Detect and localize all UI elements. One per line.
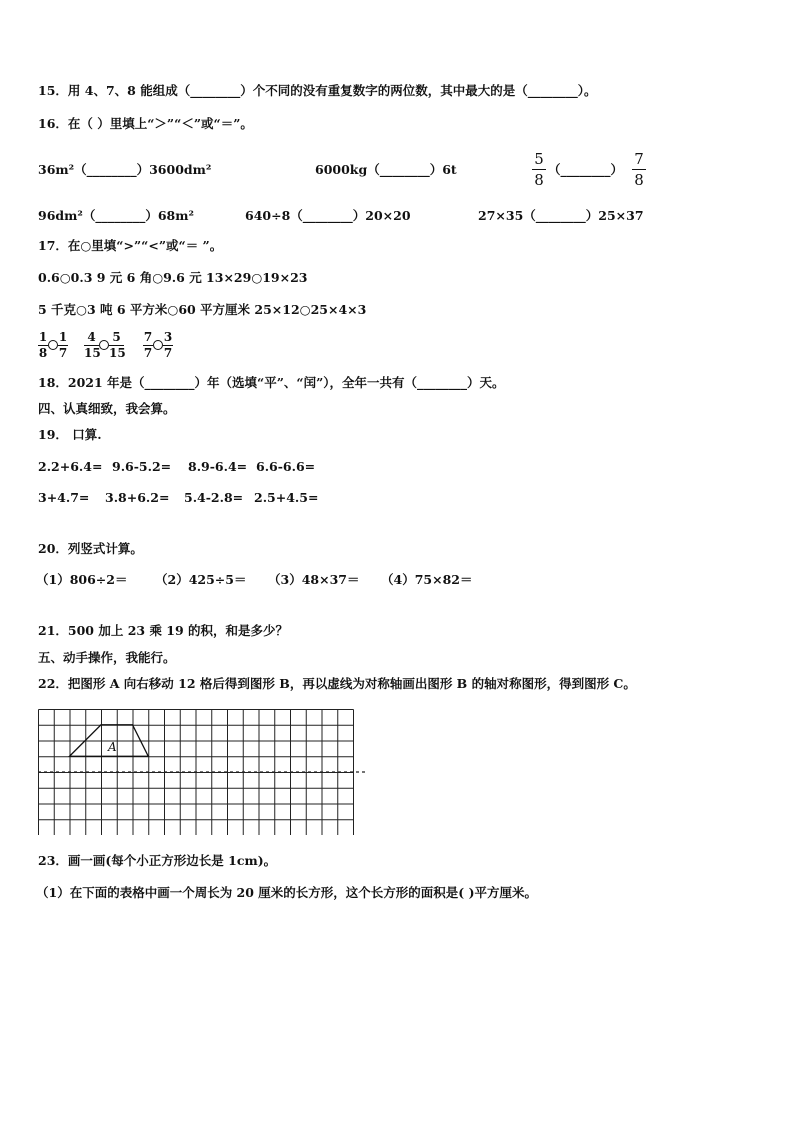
numerator: 7	[143, 330, 153, 344]
q16-fraction-right	[632, 150, 646, 189]
denominator: 8	[634, 171, 644, 189]
q16-item-2: 6000kg（________）6t	[315, 162, 457, 177]
q16-fraction-left	[532, 150, 546, 189]
question-23: 23．画一画(每个小正方形边长是 1cm)。	[38, 853, 277, 868]
numerator: 1	[38, 330, 48, 344]
q19-r1-c2: 9.6-5.2=	[112, 459, 172, 474]
denominator: 8	[534, 171, 544, 189]
shape-a-label: A	[108, 740, 117, 754]
question-21: 21．500 加上 23 乘 19 的积，和是多少？	[38, 623, 289, 638]
numerator: 1	[58, 330, 68, 344]
q17-frac-a1	[38, 331, 48, 360]
q17-row-2: 5 千克○3 吨 6 平方米○60 平方厘米 25×12○25×4×3	[38, 302, 367, 317]
q16-item-4: 96dm²（________）68m²	[38, 208, 194, 223]
denominator: 7	[163, 346, 173, 360]
q19-r2-c4: 2.5+4.5=	[254, 490, 319, 505]
q20-item-1: （1）806÷2＝	[36, 572, 128, 587]
compare-circle[interactable]	[48, 340, 58, 350]
q16-item-5: 640÷8（________）20×20	[245, 208, 411, 223]
question-15: 15．用 4、7、8 能组成（________）个不同的没有重复数字的两位数，其中最大的是（________）。	[38, 83, 597, 98]
question-20-title: 20．列竖式计算。	[38, 541, 143, 556]
q17-frac-b2	[109, 331, 124, 360]
numerator: 7	[634, 150, 644, 168]
question-19-title: 19． 口算.	[38, 427, 102, 442]
q16-item-3-blank: （________）	[548, 162, 624, 177]
denominator: 8	[38, 346, 48, 360]
question-17-title: 17．在○里填“>”“<”或“＝ ”。	[38, 238, 223, 253]
q16-item-6: 27×35（________）25×37	[478, 208, 644, 223]
numerator: 5	[112, 330, 121, 344]
numerator: 4	[87, 330, 96, 344]
question-23-part-1: （1）在下面的表格中画一个周长为 20 厘米的长方形，这个长方形的面积是( )平方厘米。	[36, 885, 537, 900]
q19-r1-c3: 8.9-6.4=	[188, 459, 248, 474]
q17-frac-c1	[143, 331, 153, 360]
q19-r1-c1: 2.2+6.4=	[38, 459, 103, 474]
q19-r2-c1: 3+4.7=	[38, 490, 90, 505]
q17-row-1: 0.6○0.3 9 元 6 角○9.6 元 13×29○19×23	[38, 270, 308, 285]
denominator: 7	[143, 346, 153, 360]
compare-circle[interactable]	[153, 340, 163, 350]
numerator: 3	[163, 330, 173, 344]
denominator: 15	[84, 346, 101, 360]
q17-frac-b1	[84, 331, 99, 360]
q19-r1-c4: 6.6-6.6=	[256, 459, 316, 474]
question-18: 18．2021 年是（________）年（选填“平”、“闰”），全年一共有（________）天。	[38, 375, 505, 390]
question-22: 22．把图形 A 向右移动 12 格后得到图形 B，再以虚线为对称轴画出图形 B 的轴对称图形，得到图形 C。	[38, 676, 636, 691]
compare-circle[interactable]	[99, 340, 109, 350]
q16-item-1: 36m²（________）3600dm²	[38, 162, 212, 177]
q19-r2-c3: 5.4-2.8=	[184, 490, 244, 505]
q20-item-4: （4）75×82＝	[381, 572, 473, 587]
denominator: 15	[109, 346, 126, 360]
section-4-heading: 四、认真细致，我会算。	[38, 401, 176, 416]
numerator: 5	[534, 150, 544, 168]
square-grid-figure	[38, 709, 368, 835]
q17-frac-c2	[163, 331, 173, 360]
question-16-title: 16．在（ ）里填上“＞”“＜”或“＝”。	[38, 116, 253, 131]
q20-item-3: （3）48×37＝	[268, 572, 360, 587]
q17-frac-a2	[58, 331, 68, 360]
q20-item-2: （2）425÷5＝	[155, 572, 247, 587]
denominator: 7	[58, 346, 68, 360]
section-5-heading: 五、动手操作，我能行。	[38, 650, 176, 665]
q19-r2-c2: 3.8+6.2=	[105, 490, 170, 505]
